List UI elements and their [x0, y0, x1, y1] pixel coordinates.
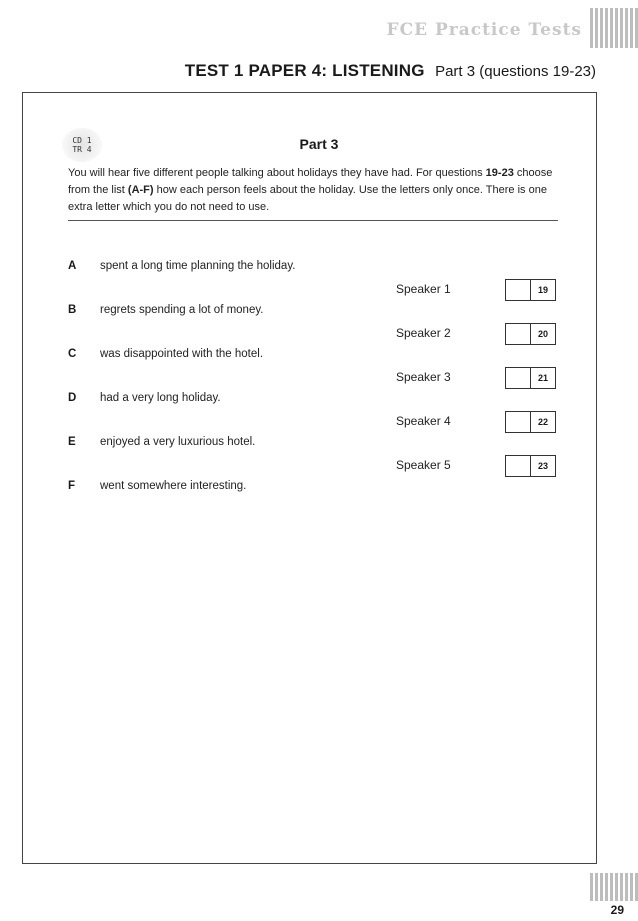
page-number: 29 [610, 903, 624, 917]
instructions-letter-range: (A-F) [127, 184, 154, 196]
question-number: 23 [537, 461, 548, 471]
option-letter: D [68, 392, 77, 404]
decorative-bars-top [590, 8, 638, 48]
cd-label: CD 1 [72, 136, 92, 145]
instructions-question-range: 19-23 [485, 167, 514, 179]
option-letter: C [68, 348, 77, 360]
part-heading: Part 3 [299, 136, 339, 152]
question-number: 20 [537, 329, 548, 339]
answer-box-22[interactable] [505, 411, 556, 433]
answer-box-21[interactable] [505, 367, 556, 389]
speaker-label: Speaker 3 [396, 370, 451, 384]
speaker-label: Speaker 5 [396, 458, 451, 472]
option-letter: A [68, 260, 77, 272]
option-text: spent a long time planning the holiday. [100, 260, 296, 272]
option-text: had a very long holiday. [100, 392, 221, 404]
test-title [185, 61, 596, 81]
answer-input[interactable] [506, 456, 531, 476]
brand-title: FCE Practice Tests [386, 20, 582, 40]
question-number: 21 [537, 373, 548, 383]
divider [68, 220, 558, 221]
option-text: regrets spending a lot of money. [100, 304, 264, 316]
track-label: TR 4 [72, 145, 92, 154]
speaker-label: Speaker 2 [396, 326, 451, 340]
option-text: was disappointed with the hotel. [100, 348, 264, 360]
test-title-main: TEST 1 PAPER 4: LISTENING [184, 61, 425, 80]
question-number: 22 [537, 417, 548, 427]
answer-box-20[interactable] [505, 323, 556, 345]
option-letter: E [68, 436, 76, 448]
answer-box-23[interactable] [505, 455, 556, 477]
option-letter: B [68, 304, 77, 316]
answer-box-19[interactable] [505, 279, 556, 301]
decorative-bars-bottom [590, 873, 638, 901]
option-letter: F [68, 480, 76, 492]
instructions-text-1: You will hear five different people talking about holidays they have had. For questions [68, 167, 486, 179]
speaker-label: Speaker 1 [396, 282, 451, 296]
option-text: went somewhere interesting. [100, 480, 247, 492]
instructions [68, 165, 560, 216]
instructions-text-2: choose from the list [68, 167, 553, 196]
speaker-label: Speaker 4 [396, 414, 451, 428]
instructions-text-3: how each person feels about the holiday. Use the letters only once. There is one extra letter which you do not need to use. [68, 184, 547, 213]
option-text: enjoyed a very luxurious hotel. [100, 436, 256, 448]
answer-input[interactable] [506, 368, 531, 388]
answer-input[interactable] [506, 280, 531, 300]
answer-input[interactable] [506, 324, 531, 344]
answer-input[interactable] [506, 412, 531, 432]
question-number: 19 [537, 285, 548, 295]
test-title-sub: Part 3 (questions 19-23) [435, 63, 596, 80]
